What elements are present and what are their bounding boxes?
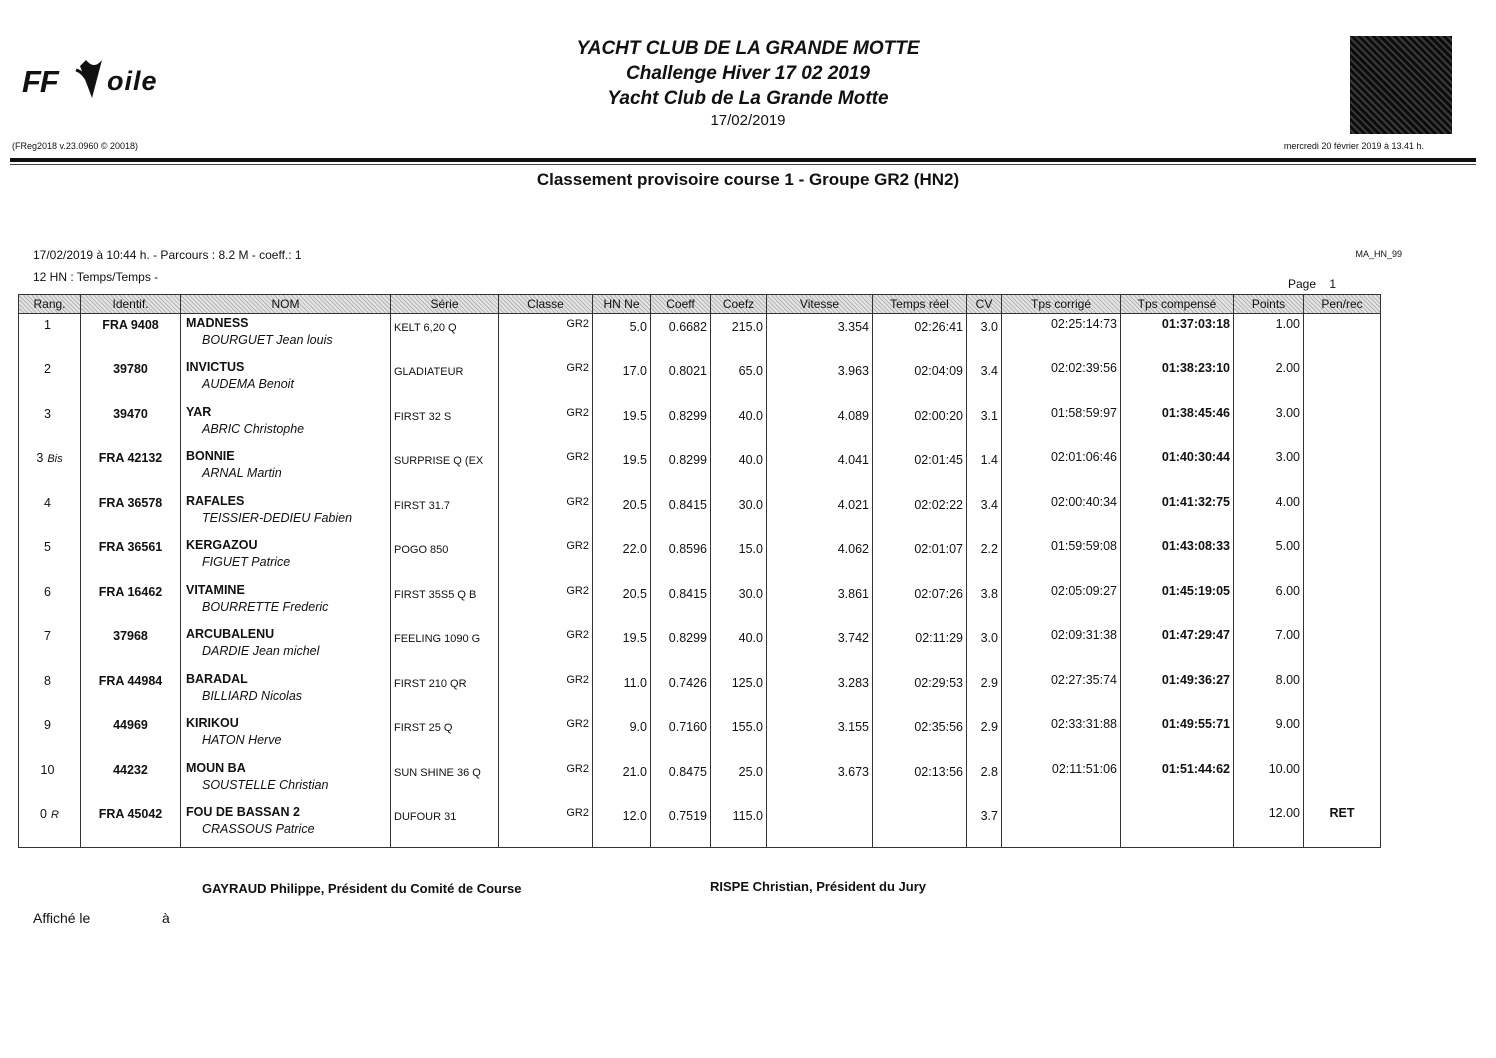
column-header: Coeff — [651, 295, 711, 314]
compensated-time-cell: 01:38:45:46 — [1121, 403, 1234, 448]
class-cell: GR2 — [499, 403, 593, 448]
sail-number-cell: 44232 — [81, 759, 181, 804]
cv-cell: 3.8 — [967, 581, 1002, 626]
series-cell: DUFOUR 31 — [391, 803, 499, 848]
column-header: Identif. — [81, 295, 181, 314]
real-time-cell: 02:11:29 — [873, 625, 967, 670]
column-header: Coefz — [711, 295, 767, 314]
sail-number-cell: FRA 45042 — [81, 803, 181, 848]
race-info: 17/02/2019 à 10:44 h. - Parcours : 8.2 M - coeff.: 1 — [33, 248, 302, 262]
rank-cell — [19, 670, 81, 715]
speed-cell: 4.041 — [767, 447, 873, 492]
coeff-cell: 0.7160 — [651, 714, 711, 759]
series-cell: FIRST 25 Q — [391, 714, 499, 759]
rank-value: 5 — [44, 540, 51, 554]
penalty-cell — [1304, 670, 1381, 715]
coefz-cell: 215.0 — [711, 314, 767, 359]
penalty-cell — [1304, 314, 1381, 359]
table-row — [19, 714, 1381, 759]
handicap-cell: 22.0 — [593, 536, 651, 581]
results-table — [18, 294, 1381, 848]
points-cell: 10.00 — [1234, 759, 1304, 804]
real-time-cell: 02:07:26 — [873, 581, 967, 626]
penalty-cell — [1304, 536, 1381, 581]
rank-value: 3 — [44, 406, 51, 421]
page-label: Page — [1288, 277, 1317, 291]
sail-number-cell: FRA 16462 — [81, 581, 181, 626]
table-row — [19, 358, 1381, 403]
handicap-cell: 19.5 — [593, 403, 651, 448]
penalty-cell — [1304, 358, 1381, 403]
speed-cell: 3.354 — [767, 314, 873, 359]
points-cell: 7.00 — [1234, 625, 1304, 670]
coefz-cell: 40.0 — [711, 403, 767, 448]
class-cell: GR2 — [499, 625, 593, 670]
column-header: Vitesse — [767, 295, 873, 314]
results-title: Classement provisoire course 1 - Groupe GR2 (HN2) — [536, 170, 960, 189]
club-title: YACHT CLUB DE LA GRANDE MOTTE — [576, 38, 920, 59]
rank-value: 6 — [44, 584, 51, 599]
coefz-cell: 15.0 — [711, 536, 767, 581]
coeff-cell: 0.7426 — [651, 670, 711, 715]
cv-cell: 3.1 — [967, 403, 1002, 448]
speed-cell: 3.155 — [767, 714, 873, 759]
coeff-cell: 0.8299 — [651, 625, 711, 670]
skipper-name: AUDEMA Benoit — [202, 377, 294, 391]
corrected-time-cell: 01:58:59:97 — [1002, 403, 1121, 448]
handicap-cell: 17.0 — [593, 358, 651, 403]
posted-label: Affiché le — [33, 910, 91, 926]
coefz-cell: 40.0 — [711, 625, 767, 670]
table-row — [19, 447, 1381, 492]
name-cell — [181, 670, 391, 715]
table-row — [19, 581, 1381, 626]
rank-cell — [19, 403, 81, 448]
real-time-cell: 02:35:56 — [873, 714, 967, 759]
column-header: Tps compensé — [1121, 295, 1234, 314]
sail-number-cell: 39470 — [81, 403, 181, 448]
real-time-cell: 02:04:09 — [873, 358, 967, 403]
column-header: Rang. — [19, 295, 81, 314]
table-row — [19, 625, 1381, 670]
event-date: 17/02/2019 — [710, 112, 786, 129]
corrected-time-cell: 02:02:39:56 — [1002, 358, 1121, 403]
coefz-cell: 65.0 — [711, 358, 767, 403]
rank-note: R — [51, 809, 59, 821]
cv-cell: 1.4 — [967, 447, 1002, 492]
rank-value: 3 — [36, 451, 44, 465]
class-cell: GR2 — [499, 447, 593, 492]
penalty-cell — [1304, 714, 1381, 759]
cv-cell: 3.0 — [967, 314, 1002, 359]
boat-name: BARADAL — [186, 671, 248, 686]
rank-note: Bis — [47, 453, 63, 465]
class-cell: GR2 — [499, 492, 593, 537]
rank-cell — [19, 314, 81, 359]
speed-cell: 3.283 — [767, 670, 873, 715]
table-header-row — [19, 295, 1381, 314]
header-divider — [10, 158, 1476, 162]
compensated-time-cell — [1121, 803, 1234, 848]
speed-cell: 3.673 — [767, 759, 873, 804]
coeff-cell: 0.7519 — [651, 803, 711, 848]
compensated-time-cell: 01:37:03:18 — [1121, 314, 1234, 359]
column-header: Pen/rec — [1304, 295, 1381, 314]
rank-value: 9 — [44, 718, 51, 732]
handicap-cell: 5.0 — [593, 314, 651, 359]
coeff-cell: 0.8475 — [651, 759, 711, 804]
corrected-time-cell: 02:05:09:27 — [1002, 581, 1121, 626]
real-time-cell — [873, 803, 967, 848]
series-cell: POGO 850 — [391, 536, 499, 581]
skipper-name: BILLIARD Nicolas — [202, 688, 303, 703]
handicap-cell: 20.5 — [593, 492, 651, 537]
coefz-cell: 30.0 — [711, 581, 767, 626]
cv-cell: 3.4 — [967, 492, 1002, 537]
boat-name: MADNESS — [186, 316, 249, 330]
series-cell: FIRST 35S5 Q B — [391, 581, 499, 626]
handicap-cell: 20.5 — [593, 581, 651, 626]
sail-number-cell: 37968 — [81, 625, 181, 670]
rank-cell — [19, 803, 81, 848]
class-cell: GR2 — [499, 536, 593, 581]
jury-president-signature: RISPE Christian, Président du Jury — [710, 879, 926, 894]
name-cell — [181, 492, 391, 537]
corrected-time-cell: 02:27:35:74 — [1002, 670, 1121, 715]
sail-number-cell: 39780 — [81, 358, 181, 403]
skipper-name: BOURRETTE Frederic — [202, 599, 329, 614]
table-row — [19, 403, 1381, 448]
series-cell: SURPRISE Q (EX — [391, 447, 499, 492]
table-row — [19, 803, 1381, 848]
column-header: NOM — [181, 295, 391, 314]
table-row — [19, 314, 1381, 359]
corrected-time-cell: 02:09:31:38 — [1002, 625, 1121, 670]
points-cell: 6.00 — [1234, 581, 1304, 626]
boat-name: BONNIE — [186, 449, 235, 463]
name-cell — [181, 358, 391, 403]
sail-number-cell: FRA 9408 — [81, 314, 181, 359]
race-officer-signature: GAYRAUD Philippe, Président du Comité de Course — [202, 881, 522, 896]
class-cell: GR2 — [499, 714, 593, 759]
corrected-time-cell: 01:59:59:08 — [1002, 536, 1121, 581]
cv-cell: 3.7 — [967, 803, 1002, 848]
coeff-cell: 0.8596 — [651, 536, 711, 581]
logo-ff-text: FF — [22, 64, 58, 99]
compensated-time-cell: 01:49:55:71 — [1121, 714, 1234, 759]
name-cell — [181, 314, 391, 359]
real-time-cell: 02:26:41 — [873, 314, 967, 359]
series-cell: FEELING 1090 G — [391, 625, 499, 670]
table-row — [19, 536, 1381, 581]
series-cell: GLADIATEUR — [391, 358, 499, 403]
points-cell: 12.00 — [1234, 803, 1304, 848]
compensated-time-cell: 01:49:36:27 — [1121, 670, 1234, 715]
points-cell: 3.00 — [1234, 403, 1304, 448]
cv-cell: 2.9 — [967, 714, 1002, 759]
handicap-cell: 11.0 — [593, 670, 651, 715]
corrected-time-cell: 02:00:40:34 — [1002, 492, 1121, 537]
real-time-cell: 02:13:56 — [873, 759, 967, 804]
skipper-name: TEISSIER-DEDIEU Fabien — [202, 510, 353, 525]
penalty-cell — [1304, 403, 1381, 448]
cv-cell: 3.0 — [967, 625, 1002, 670]
name-cell — [181, 625, 391, 670]
rank-cell — [19, 625, 81, 670]
rank-cell — [19, 447, 81, 492]
compensated-time-cell: 01:40:30:44 — [1121, 447, 1234, 492]
boat-name: INVICTUS — [186, 360, 245, 374]
class-cell: GR2 — [499, 358, 593, 403]
penalty-cell — [1304, 492, 1381, 537]
rank-cell — [19, 358, 81, 403]
series-cell: FIRST 31.7 — [391, 492, 499, 537]
skipper-name: ARNAL Martin — [202, 466, 282, 480]
name-cell — [181, 447, 391, 492]
name-cell — [181, 581, 391, 626]
points-cell: 3.00 — [1234, 447, 1304, 492]
points-cell: 4.00 — [1234, 492, 1304, 537]
coeff-cell: 0.8415 — [651, 492, 711, 537]
speed-cell: 4.021 — [767, 492, 873, 537]
boat-name: KERGAZOU — [186, 538, 258, 552]
coeff-cell: 0.8299 — [651, 447, 711, 492]
column-header: HN Ne — [593, 295, 651, 314]
cv-cell: 2.8 — [967, 759, 1002, 804]
column-header: Tps corrigé — [1002, 295, 1121, 314]
corrected-time-cell: 02:01:06:46 — [1002, 447, 1121, 492]
series-cell: SUN SHINE 36 Q — [391, 759, 499, 804]
points-cell: 9.00 — [1234, 714, 1304, 759]
boat-name: FOU DE BASSAN 2 — [186, 805, 300, 819]
speed-cell: 3.742 — [767, 625, 873, 670]
series-cell: FIRST 32 S — [391, 403, 499, 448]
rank-value: 2 — [44, 362, 51, 376]
rank-value: 7 — [44, 629, 51, 643]
compensated-time-cell: 01:43:08:33 — [1121, 536, 1234, 581]
speed-cell: 3.861 — [767, 581, 873, 626]
boat-name: VITAMINE — [186, 582, 245, 597]
header-divider-thin — [10, 164, 1476, 165]
penalty-cell — [1304, 625, 1381, 670]
boat-name: YAR — [186, 404, 212, 419]
speed-cell: 3.963 — [767, 358, 873, 403]
rank-cell — [19, 536, 81, 581]
column-header: Temps réel — [873, 295, 967, 314]
penalty-cell — [1304, 759, 1381, 804]
class-cell: GR2 — [499, 670, 593, 715]
table-row — [19, 759, 1381, 804]
coefz-cell: 25.0 — [711, 759, 767, 804]
page-number: 1 — [1329, 277, 1337, 291]
compensated-time-cell: 01:51:44:62 — [1121, 759, 1234, 804]
column-header: Série — [391, 295, 499, 314]
column-header: Points — [1234, 295, 1304, 314]
compensated-time-cell: 01:45:19:05 — [1121, 581, 1234, 626]
coefz-cell: 40.0 — [711, 447, 767, 492]
coefz-cell: 125.0 — [711, 670, 767, 715]
compensated-time-cell: 01:41:32:75 — [1121, 492, 1234, 537]
print-timestamp: mercredi 20 février 2019 à 13.41 h. — [1283, 141, 1424, 151]
skipper-name: SOUSTELLE Christian — [202, 777, 329, 792]
rank-value: 8 — [44, 673, 51, 688]
real-time-cell: 02:29:53 — [873, 670, 967, 715]
real-time-cell: 02:00:20 — [873, 403, 967, 448]
corrected-time-cell: 02:11:51:06 — [1002, 759, 1121, 804]
sail-number-cell: 44969 — [81, 714, 181, 759]
cv-cell: 2.9 — [967, 670, 1002, 715]
rank-value: 1 — [44, 318, 51, 332]
handicap-cell: 19.5 — [593, 447, 651, 492]
rating-method: 12 HN : Temps/Temps - — [33, 270, 159, 284]
class-cell: GR2 — [499, 581, 593, 626]
software-version: (FReg2018 v.23.0960 © 20018) — [12, 141, 139, 151]
corrected-time-cell: 02:25:14:73 — [1002, 314, 1121, 359]
handicap-cell: 19.5 — [593, 625, 651, 670]
speed-cell: 4.089 — [767, 403, 873, 448]
speed-cell — [767, 803, 873, 848]
table-row — [19, 492, 1381, 537]
posted-at-label: à — [162, 910, 170, 926]
rank-cell — [19, 714, 81, 759]
penalty-cell — [1304, 581, 1381, 626]
column-header: Classe — [499, 295, 593, 314]
organizer-title: Yacht Club de La Grande Motte — [607, 88, 889, 109]
handicap-cell: 12.0 — [593, 803, 651, 848]
coefz-cell: 155.0 — [711, 714, 767, 759]
name-cell — [181, 536, 391, 581]
sail-number-cell: FRA 44984 — [81, 670, 181, 715]
compensated-time-cell: 01:38:23:10 — [1121, 358, 1234, 403]
qr-code — [1350, 36, 1452, 134]
real-time-cell: 02:01:07 — [873, 536, 967, 581]
real-time-cell: 02:01:45 — [873, 447, 967, 492]
penalty-cell — [1304, 447, 1381, 492]
points-cell: 1.00 — [1234, 314, 1304, 359]
cv-cell: 3.4 — [967, 358, 1002, 403]
page-indicator — [1288, 277, 1336, 291]
class-cell: GR2 — [499, 803, 593, 848]
points-cell: 8.00 — [1234, 670, 1304, 715]
table-row — [19, 670, 1381, 715]
rank-value: 0 — [40, 807, 47, 821]
skipper-name: ABRIC Christophe — [202, 421, 305, 436]
rank-cell — [19, 759, 81, 804]
name-cell — [181, 403, 391, 448]
rank-cell — [19, 492, 81, 537]
rank-cell — [19, 581, 81, 626]
skipper-name: DARDIE Jean michel — [202, 644, 320, 658]
class-cell: GR2 — [499, 314, 593, 359]
speed-cell: 4.062 — [767, 536, 873, 581]
column-header: CV — [967, 295, 1002, 314]
sail-number-cell: FRA 36561 — [81, 536, 181, 581]
coeff-cell: 0.8299 — [651, 403, 711, 448]
skipper-name: HATON Herve — [202, 733, 282, 747]
series-cell: FIRST 210 QR — [391, 670, 499, 715]
table-body — [19, 314, 1381, 848]
coefz-cell: 30.0 — [711, 492, 767, 537]
event-title: Challenge Hiver 17 02 2019 — [626, 63, 870, 84]
handicap-cell: 21.0 — [593, 759, 651, 804]
boat-name: ARCUBALENU — [186, 627, 275, 641]
class-cell: GR2 — [499, 759, 593, 804]
series-cell: KELT 6,20 Q — [391, 314, 499, 359]
coeff-cell: 0.8415 — [651, 581, 711, 626]
name-cell — [181, 714, 391, 759]
skipper-name: CRASSOUS Patrice — [202, 822, 315, 836]
coeff-cell: 0.6682 — [651, 314, 711, 359]
rank-value: 10 — [40, 762, 55, 777]
corrected-time-cell — [1002, 803, 1121, 848]
skipper-name: BOURGUET Jean louis — [202, 333, 333, 347]
sail-number-cell: FRA 42132 — [81, 447, 181, 492]
name-cell — [181, 803, 391, 848]
penalty-cell: RET — [1304, 803, 1381, 848]
coefz-cell: 115.0 — [711, 803, 767, 848]
boat-name: MOUN BA — [186, 760, 246, 775]
compensated-time-cell: 01:47:29:47 — [1121, 625, 1234, 670]
rank-value: 4 — [44, 495, 51, 510]
real-time-cell: 02:02:22 — [873, 492, 967, 537]
corrected-time-cell: 02:33:31:88 — [1002, 714, 1121, 759]
name-cell — [181, 759, 391, 804]
boat-name: RAFALES — [186, 493, 245, 508]
points-cell: 2.00 — [1234, 358, 1304, 403]
coeff-cell: 0.8021 — [651, 358, 711, 403]
logo-oile-text: oile — [107, 66, 158, 96]
skipper-name: FIGUET Patrice — [202, 555, 291, 569]
boat-name: KIRIKOU — [186, 716, 239, 730]
sail-number-cell: FRA 36578 — [81, 492, 181, 537]
document-header — [0, 36, 1496, 130]
handicap-cell: 9.0 — [593, 714, 651, 759]
ref-code: MA_HN_99 — [1355, 249, 1402, 259]
points-cell: 5.00 — [1234, 536, 1304, 581]
cv-cell: 2.2 — [967, 536, 1002, 581]
